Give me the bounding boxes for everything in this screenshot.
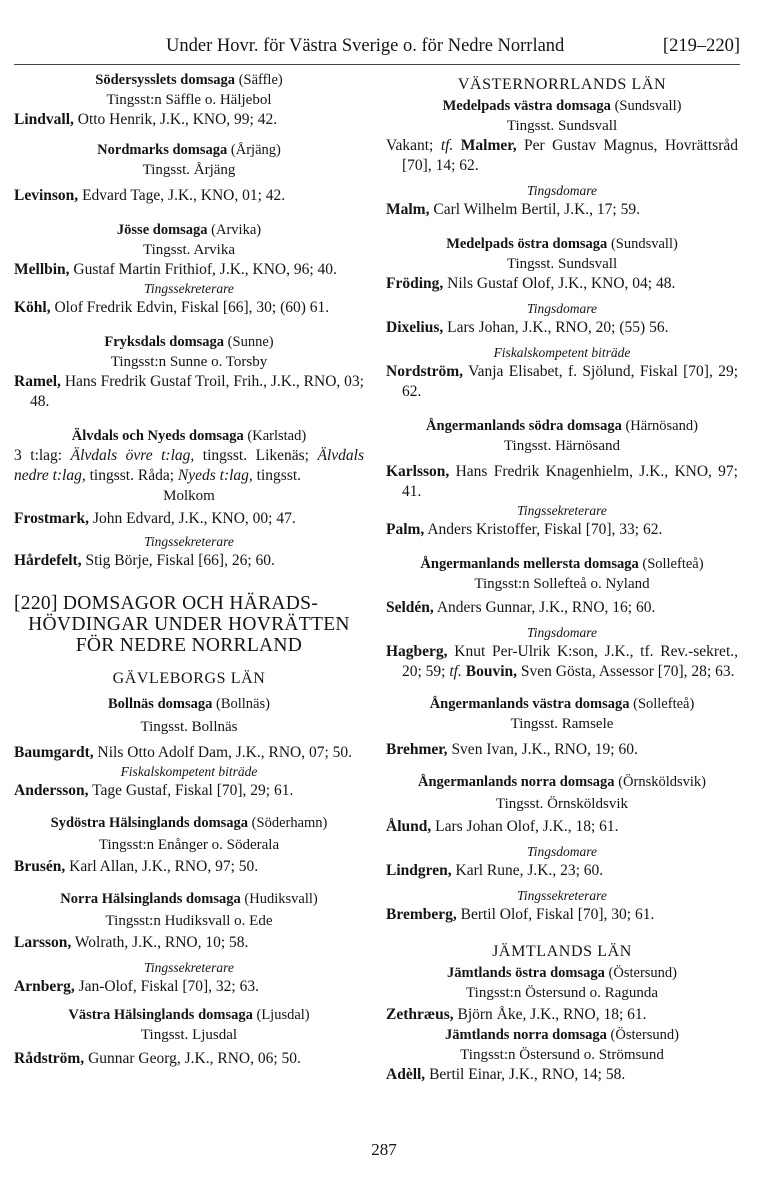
acting-abbrev: tf. xyxy=(449,663,462,680)
session-place: Tingsst. Bollnäs xyxy=(140,719,238,735)
court-name: Västra Hälsinglands domsaga xyxy=(68,1007,253,1023)
person-entry xyxy=(14,743,364,763)
person-entry xyxy=(14,372,364,412)
person-surname: Dixelius, xyxy=(386,319,444,336)
role-heading: Fiskalskompetent biträde xyxy=(493,345,631,360)
court-name: Jösse domsaga xyxy=(116,222,208,238)
role-heading: Tingsdomare xyxy=(526,183,597,198)
court-seat: (Karlstad) xyxy=(247,428,307,444)
court-heading xyxy=(14,889,364,909)
person-details: Hans Fredrik Gustaf Troil, Frih., J.K., RNO, 03; 48. xyxy=(30,373,364,410)
person-details: Nils Otto Adolf Dam, J.K., RNO, 07; 50. xyxy=(93,744,353,761)
person-entry xyxy=(386,642,738,682)
session-place: Tingsst. Örnsköldsvik xyxy=(496,796,628,812)
session-place: Tingsst. Ramsele xyxy=(510,716,614,732)
person-details: Anders Kristoffer, Fiskal [70], 33; 62. xyxy=(424,521,663,538)
person-details: Jan-Olof, Fiskal [70], 32; 63. xyxy=(74,978,259,995)
court-name: Södersysslets domsaga xyxy=(95,72,236,88)
court-block-solleftea-vastra xyxy=(386,694,738,760)
person-details: John Edvard, J.K., KNO, 00; 47. xyxy=(89,510,296,527)
person-entry xyxy=(14,781,364,801)
person-details: Karl Allan, J.K., RNO, 97; 50. xyxy=(65,858,259,875)
person-entry xyxy=(14,298,364,318)
court-name: Fryksdals domsaga xyxy=(104,334,225,350)
role-heading: Tingssekreterare xyxy=(144,534,234,549)
session-place: Tingsst:n Östersund o. Strömsund xyxy=(460,1047,664,1063)
court-block-hudiksvall xyxy=(14,889,364,997)
court-name: Sydöstra Hälsinglands domsaga xyxy=(50,815,249,831)
court-name: Ångermanlands mellersta domsaga xyxy=(420,556,639,572)
court-seat: (Sollefteå) xyxy=(633,696,695,712)
person-entry xyxy=(386,817,738,837)
session-place: Tingsst. Sundsvall xyxy=(506,118,618,134)
person-entry xyxy=(386,1065,738,1085)
person-entry xyxy=(386,905,738,925)
person-details: Stig Börje, Fiskal [66], 26; 60. xyxy=(81,552,275,569)
court-name: Ångermanlands västra domsaga xyxy=(429,696,630,712)
court-seat: (Söderhamn) xyxy=(251,815,328,831)
person-surname: Palm, xyxy=(386,521,425,538)
court-block-sundsvall-ostra xyxy=(386,234,738,402)
person-entry xyxy=(14,857,364,877)
person-surname: Seldén, xyxy=(386,599,434,616)
person-surname: Ramel, xyxy=(14,373,61,390)
person-surname: Rådström, xyxy=(14,1050,85,1067)
court-seat: (Östersund) xyxy=(608,965,677,981)
person-entry xyxy=(386,200,738,220)
court-seat: (Härnösand) xyxy=(625,418,698,434)
person-details: Lars Johan, J.K., RNO, 20; (55) 56. xyxy=(443,319,669,336)
left-column xyxy=(14,70,364,1069)
court-name: Norra Hälsinglands domsaga xyxy=(60,891,241,907)
session-place: Tingsst:n Säffle o. Häljebol xyxy=(106,92,272,108)
court-seat: (Hudiksvall) xyxy=(244,891,318,907)
person-details: Bertil Einar, J.K., RNO, 14; 58. xyxy=(425,1066,626,1083)
person-surname: Frostmark, xyxy=(14,510,90,527)
court-seat: (Sundsvall) xyxy=(614,98,682,114)
person-surname: Köhl, xyxy=(14,299,51,316)
person-details: Karl Rune, J.K., 23; 60. xyxy=(451,862,604,879)
running-header xyxy=(14,36,740,65)
right-column xyxy=(386,70,738,1085)
role-heading: Tingssekreterare xyxy=(517,888,607,903)
court-block-solleftea-mellersta xyxy=(386,554,738,682)
session-place: Tingsst. Årjäng xyxy=(142,162,236,178)
court-heading xyxy=(14,694,364,714)
person-details: Anders Gunnar, J.K., RNO, 16; 60. xyxy=(433,599,656,616)
session-place: Tingsst. Ljusdal xyxy=(140,1027,238,1043)
person-surname: Levinson, xyxy=(14,187,79,204)
person-surname: Karlsson, xyxy=(386,463,450,480)
person-entry xyxy=(386,861,738,881)
court-heading xyxy=(14,70,364,90)
court-heading xyxy=(386,694,738,714)
court-block-arjang xyxy=(14,140,364,206)
court-block-ornskoldsvik xyxy=(386,772,738,925)
county-heading: JÄMTLANDS LÄN xyxy=(492,943,632,960)
person-entry xyxy=(386,136,738,176)
section-heading-line: HÖVDINGAR UNDER HOVRÄTTEN xyxy=(28,614,350,635)
court-block-arvika xyxy=(14,220,364,318)
court-block-ljusdal xyxy=(14,1005,364,1069)
person-entry xyxy=(386,274,738,294)
note-district: Nyeds t:lag, xyxy=(177,467,253,484)
person-surname: Zethræus, xyxy=(386,1006,454,1023)
person-surname: Bouvin, xyxy=(461,663,518,680)
person-details: Knut Per-Ulrik K:son, J.K., tf. Rev.-sekret., 20; 59; xyxy=(402,643,738,680)
person-details: Per Gustav Magnus, Hovrättsråd [70], 14; 62. xyxy=(402,137,738,174)
person-surname: Malm, xyxy=(386,201,430,218)
note-text: tingsst. xyxy=(252,467,302,484)
court-heading xyxy=(14,426,364,446)
role-heading: Fiskalskompetent biträde xyxy=(120,764,258,779)
person-details: Edvard Tage, J.K., KNO, 01; 42. xyxy=(78,187,286,204)
person-surname: Lindgren, xyxy=(386,862,452,879)
court-name: Nordmarks domsaga xyxy=(97,142,228,158)
person-details: Sven Gösta, Assessor [70], 28; 63. xyxy=(517,663,735,680)
session-place: Tingsst. Härnösand xyxy=(503,438,621,454)
county-heading: GÄVLEBORGS LÄN xyxy=(112,670,266,687)
person-entry xyxy=(386,1005,738,1025)
court-heading xyxy=(386,554,738,574)
person-surname: Larsson, xyxy=(14,934,72,951)
person-details: Vanja Elisabet, f. Sjölund, Fiskal [70], 29; 62. xyxy=(402,363,738,400)
person-details: Bertil Olof, Fiskal [70], 30; 61. xyxy=(456,906,655,923)
session-place: Tingsst:n Hudiksvall o. Ede xyxy=(105,913,273,929)
person-details: Gustaf Martin Frithiof, J.K., KNO, 96; 40. xyxy=(69,261,337,278)
person-entry xyxy=(14,933,364,953)
court-block-saffle xyxy=(14,70,364,130)
person-entry xyxy=(14,551,364,571)
court-heading xyxy=(14,1005,364,1025)
session-place: Tingsst. Sundsvall xyxy=(506,256,618,272)
person-entry xyxy=(386,520,738,540)
court-block-soderhamn xyxy=(14,813,364,877)
note-text: tingsst. Likenäs; xyxy=(194,447,318,464)
person-surname: Fröding, xyxy=(386,275,444,292)
court-block-sunne xyxy=(14,332,364,412)
person-details: Björn Åke, J.K., RNO, 18; 61. xyxy=(453,1006,647,1023)
section-heading xyxy=(14,593,364,656)
role-heading: Tingssekreterare xyxy=(517,503,607,518)
role-heading: Tingssekreterare xyxy=(144,960,234,975)
person-details: Gunnar Georg, J.K., RNO, 06; 50. xyxy=(84,1050,301,1067)
county-heading: VÄSTERNORRLANDS LÄN xyxy=(457,76,667,93)
court-heading xyxy=(386,1025,738,1045)
court-block-ostersund-ostra xyxy=(386,963,738,1025)
court-name: Medelpads västra domsaga xyxy=(442,98,611,114)
court-heading xyxy=(14,813,364,833)
court-name: Ångermanlands norra domsaga xyxy=(417,774,615,790)
person-details: Otto Henrik, J.K., KNO, 99; 42. xyxy=(73,111,278,128)
court-seat: (Säffle) xyxy=(238,72,283,88)
court-seat: (Sollefteå) xyxy=(642,556,704,572)
section-heading-line: [220] DOMSAGOR OCH HÄRADS- xyxy=(14,593,319,614)
section-heading-line: FÖR NEDRE NORRLAND xyxy=(75,635,303,656)
court-heading xyxy=(386,234,738,254)
court-name: Medelpads östra domsaga xyxy=(446,236,608,252)
person-surname: Andersson, xyxy=(14,782,89,799)
person-entry xyxy=(14,110,364,130)
person-entry xyxy=(386,318,738,338)
court-block-karlstad xyxy=(14,426,364,571)
person-details: Wolrath, J.K., RNO, 10; 58. xyxy=(71,934,249,951)
session-place: Tingsst:n Östersund o. Ragunda xyxy=(466,985,658,1001)
person-entry xyxy=(386,598,738,618)
person-surname: Mellbin, xyxy=(14,261,70,278)
person-entry xyxy=(386,362,738,402)
court-seat: (Östersund) xyxy=(610,1027,680,1043)
page-number: 287 xyxy=(371,1140,397,1159)
person-details: Lars Johan Olof, J.K., 18; 61. xyxy=(431,818,619,835)
court-seat: (Ljusdal) xyxy=(256,1007,310,1023)
session-place: Molkom xyxy=(163,488,215,504)
note-text: tingsst. Råda; xyxy=(85,467,178,484)
court-district-note xyxy=(14,446,364,486)
person-surname: Hårdefelt, xyxy=(14,552,82,569)
person-details: Olof Fredrik Edvin, Fiskal [66], 30; (60) 61. xyxy=(50,299,330,316)
header-title: Under Hovr. för Västra Sverige o. för Nedre Norrland xyxy=(166,36,565,56)
session-place: Tingsst:n Sollefteå o. Nyland xyxy=(474,576,650,592)
header-section-range: [219–220] xyxy=(662,36,740,56)
court-block-bollnas xyxy=(14,694,364,801)
person-details: Nils Gustaf Olof, J.K., KNO, 04; 48. xyxy=(443,275,676,292)
person-entry xyxy=(386,740,738,760)
role-heading: Tingssekreterare xyxy=(144,281,234,296)
person-surname: Bremberg, xyxy=(386,906,457,923)
vacancy-text: Vakant; xyxy=(386,137,441,154)
role-heading: Tingsdomare xyxy=(526,625,597,640)
person-entry xyxy=(14,1049,364,1069)
court-name: Älvdals och Nyeds domsaga xyxy=(71,428,244,444)
court-name: Ångermanlands södra domsaga xyxy=(426,418,622,434)
person-entry xyxy=(14,977,364,997)
person-details: Sven Ivan, J.K., RNO, 19; 60. xyxy=(447,741,638,758)
person-details: Carl Wilhelm Bertil, J.K., 17; 59. xyxy=(429,201,640,218)
person-entry xyxy=(386,462,738,502)
court-seat: (Bollnäs) xyxy=(216,696,270,712)
person-details: Hans Fredrik Knagenhielm, J.K., KNO, 97; 41. xyxy=(402,463,738,500)
court-heading xyxy=(386,96,738,116)
person-surname: Ålund, xyxy=(386,818,432,835)
session-place: Tingsst:n Enånger o. Söderala xyxy=(98,837,280,853)
person-surname: Adèll, xyxy=(386,1066,426,1083)
person-entry xyxy=(14,509,364,529)
court-heading xyxy=(14,220,364,240)
role-heading: Tingsdomare xyxy=(526,844,597,859)
court-block-sundsvall-vastra xyxy=(386,96,738,220)
person-surname: Malmer, xyxy=(453,137,517,154)
person-entry xyxy=(14,260,364,280)
court-heading xyxy=(386,963,738,983)
court-seat: (Sundsvall) xyxy=(610,236,678,252)
person-surname: Brehmer, xyxy=(386,741,448,758)
session-place: Tingsst:n Sunne o. Torsby xyxy=(110,354,268,370)
court-block-ostersund-norra xyxy=(386,1025,738,1085)
court-name: Bollnäs domsaga xyxy=(108,696,213,712)
person-surname: Nordström, xyxy=(386,363,464,380)
court-block-harnosand xyxy=(386,416,738,540)
role-heading: Tingsdomare xyxy=(526,301,597,316)
person-surname: Lindvall, xyxy=(14,111,74,128)
court-name: Jämtlands östra domsaga xyxy=(447,965,605,981)
person-surname: Baumgardt, xyxy=(14,744,94,761)
court-heading xyxy=(386,416,738,436)
note-district: Älvdals övre t:lag, xyxy=(70,447,195,464)
court-seat: (Arvika) xyxy=(211,222,262,238)
note-text: 3 t:lag: xyxy=(14,447,71,464)
person-surname: Brusén, xyxy=(14,858,66,875)
court-seat: (Örnsköldsvik) xyxy=(618,774,706,790)
person-surname: Arnberg, xyxy=(14,978,75,995)
person-surname: Hagberg, xyxy=(386,643,448,660)
person-details: Tage Gustaf, Fiskal [70], 29; 61. xyxy=(88,782,294,799)
person-entry xyxy=(14,186,364,206)
note-district: Älvdals nedre t:lag, xyxy=(14,447,365,484)
acting-abbrev: tf. xyxy=(440,137,454,154)
court-heading xyxy=(386,772,738,792)
court-heading xyxy=(14,140,364,160)
court-name: Jämtlands norra domsaga xyxy=(444,1027,607,1043)
session-place: Tingsst. Arvika xyxy=(143,242,235,258)
court-seat: (Årjäng) xyxy=(230,142,281,158)
court-heading xyxy=(14,332,364,352)
court-seat: (Sunne) xyxy=(227,334,274,350)
